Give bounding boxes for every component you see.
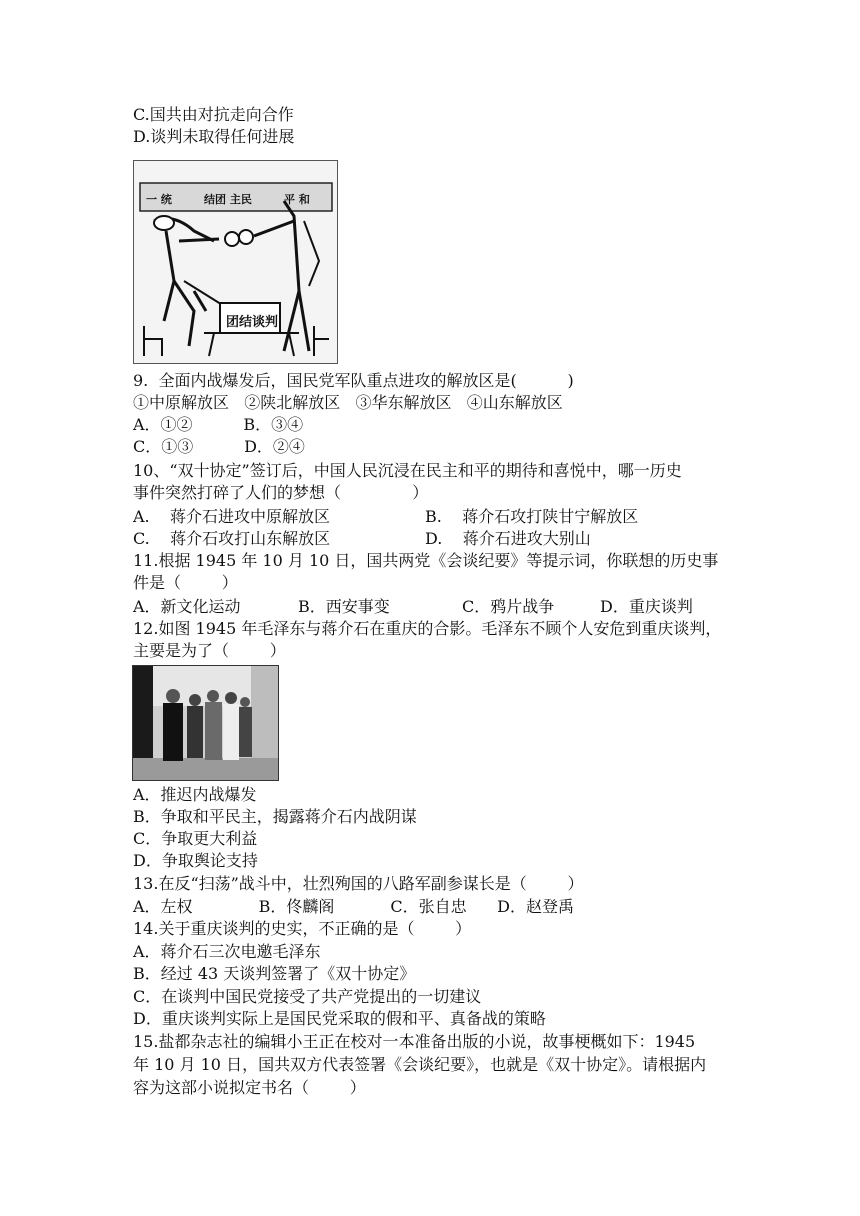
option-d-line: D.谈判未取得任何进展 xyxy=(133,127,295,146)
question-10-line2: 事件突然打碎了人们的梦想（ ） xyxy=(133,483,429,502)
question-14-option-c: C．在谈判中国民党接受了共产党提出的一切建议 xyxy=(133,987,482,1006)
negotiation-sign: 团结谈判 xyxy=(226,315,279,330)
question-12-line2: 主要是为了（ ） xyxy=(133,641,286,660)
question-12-line1: 12.如图 1945 年毛泽东与蒋介石在重庆的合影。毛泽东不顾个人安危到重庆谈判， xyxy=(133,619,722,638)
question-10-option-d: D. 蒋介石进攻大别山 xyxy=(425,529,591,548)
question-11-option-d: D．重庆谈判 xyxy=(600,597,693,616)
question-12-option-a: A．推迟内战爆发 xyxy=(133,785,257,804)
question-12-option-b: B．争取和平民主，揭露蒋介石内战阴谋 xyxy=(133,807,417,826)
question-11-line2: 件是（ ） xyxy=(133,573,238,592)
question-11-option-a: A．新文化运动 xyxy=(133,597,241,616)
question-14-option-a: A．蒋介石三次电邀毛泽东 xyxy=(133,942,321,961)
question-14-option-b: B．经过 43 天谈判签署了《双十协定》 xyxy=(133,964,416,983)
question-11-line1: 11.根据 1945 年 10 月 10 日，国共两党《会谈纪要》等提示词，你联想的历史事 xyxy=(133,551,719,570)
banner-text-right: 平 和 xyxy=(284,193,310,206)
question-9: 9. 全面内战爆发后，国民党军队重点进攻的解放区是( ) xyxy=(133,371,574,390)
question-14: 14.关于重庆谈判的史实，不正确的是（ ） xyxy=(133,919,472,938)
question-14-option-d: D．重庆谈判实际上是国民党采取的假和平、真备战的策略 xyxy=(133,1009,546,1028)
question-12-option-d: D．争取舆论支持 xyxy=(133,851,258,870)
question-12-option-c: C．争取更大利益 xyxy=(133,829,258,848)
question-15-line2: 年 10 月 10 日，国共双方代表签署《会谈纪要》，也就是《双十协定》。请根据内 xyxy=(133,1055,707,1074)
question-9-options-cd: C．①③ D．②④ xyxy=(133,437,305,456)
question-10-line1: 10、“双十协定”签订后，中国人民沉浸在民主和平的期待和喜悦中，哪一历史 xyxy=(133,461,682,480)
question-11-option-b: B．西安事变 xyxy=(298,597,390,616)
question-10-option-c: C. 蒋介石攻打山东解放区 xyxy=(133,529,331,548)
historical-photo xyxy=(132,665,279,781)
option-c-line: C.国共由对抗走向合作 xyxy=(133,105,294,124)
question-15-line3: 容为这部小说拟定书名（ ） xyxy=(133,1078,366,1097)
banner-text-middle: 结团 主民 xyxy=(204,193,252,206)
question-13-options: A．左权 B．佟麟阁 C．张自忠 D．赵登禹 xyxy=(133,897,574,916)
photo-figures xyxy=(133,666,278,780)
question-9-options-ab: A．①② B．③④ xyxy=(133,415,304,434)
question-9-items: ①中原解放区 ②陕北解放区 ③华东解放区 ④山东解放区 xyxy=(133,393,563,412)
question-13: 13.在反“扫荡”战斗中，壮烈殉国的八路军副参谋长是（ ） xyxy=(133,874,584,893)
question-10-option-b: B. 蒋介石攻打陕甘宁解放区 xyxy=(425,507,639,526)
cartoon-image xyxy=(133,160,338,364)
question-10-option-a: A. 蒋介石进攻中原解放区 xyxy=(133,507,330,526)
question-11-option-c: C．鸦片战争 xyxy=(462,597,555,616)
banner-text-left: 一 统 xyxy=(146,193,172,206)
question-15-line1: 15.盐都杂志社的编辑小王正在校对一本准备出版的小说，故事梗概如下：1945 xyxy=(133,1032,696,1051)
